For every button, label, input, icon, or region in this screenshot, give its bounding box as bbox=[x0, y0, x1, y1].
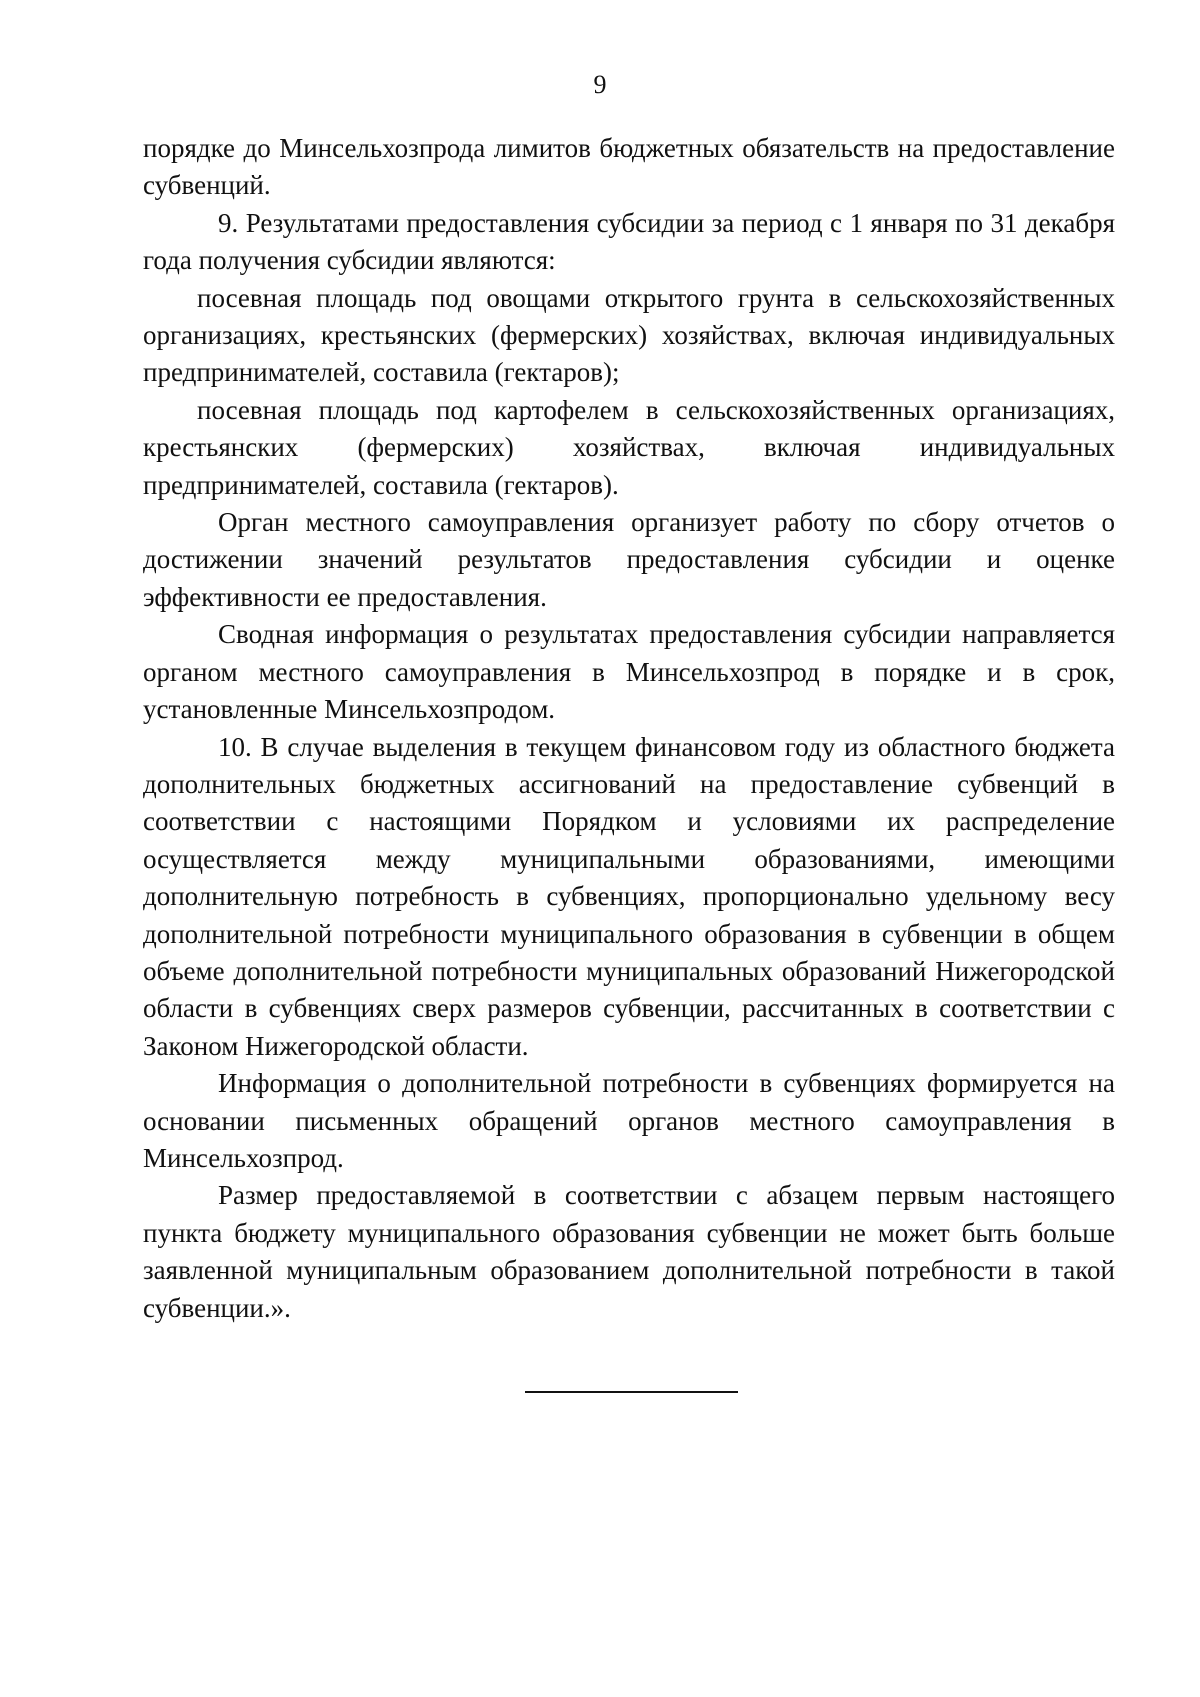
paragraph-item-10-additional-allocations: 10. В случае выделения в текущем финансовом году из областного бюджета дополнительных бюджетных ассигнований на предоставление субвенций в соответствии с настоящими Порядком и условиями их распределение осуществляется между муниципальными образованиями, имеющими дополнительную потребность в субвенциях, пропорционально удельному весу дополнительной потребности муниципального образования в субвенции в общем объеме дополнительной потребности муниципальных образований Нижегородской области в субвенциях сверх размеров субвенции, рассчитанных в соответствии с Законом Нижегородской области. bbox=[143, 731, 1115, 1061]
paragraph-potato-area: посевная площадь под картофелем в сельскохозяйственных организациях, крестьянских (фермерских) хозяйствах, включая индивидуальных предпринимателей, составила (гектаров). bbox=[143, 394, 1115, 500]
paragraph-summary-information: Сводная информация о результатах предоставления субсидии направляется органом местного самоуправления в Минсельхозпрод в порядке и в срок, установленные Минсельхозпродом. bbox=[143, 619, 1115, 725]
paragraph-subvention-size-limit: Размер предоставляемой в соответствии с абзацем первым настоящего пункта бюджету муниципального образования субвенции не может быть больше заявленной муниципальным образованием дополнительной потребности в такой субвенции.». bbox=[143, 1180, 1115, 1323]
paragraph-additional-need-information: Информация о дополнительной потребности в субвенциях формируется на основании письменных обращений органов местного самоуправления в Минсельхозпрод. bbox=[143, 1068, 1115, 1173]
page-number: 9 bbox=[593, 70, 607, 99]
paragraph-subvention-limits-continuation: порядке до Минсельхозпрода лимитов бюджетных обязательств на предоставление субвенций. bbox=[143, 133, 1115, 201]
paragraph-vegetables-area: посевная площадь под овощами открытого грунта в сельскохозяйственных организациях, крестьянских (фермерских) хозяйствах, включая индивидуальных предпринимателей, составила (гектаров); bbox=[143, 282, 1115, 388]
paragraph-item-9-results: 9. Результатами предоставления субсидии за период с 1 января по 31 декабря года получения субсидии являются: bbox=[143, 207, 1115, 276]
document-body bbox=[143, 130, 1115, 1327]
paragraph-reports-collection: Орган местного самоуправления организует работу по сбору отчетов о достижении значений результатов предоставления субсидии и оценке эффективности ее предоставления. bbox=[143, 507, 1115, 612]
end-of-document-rule bbox=[525, 1391, 738, 1393]
